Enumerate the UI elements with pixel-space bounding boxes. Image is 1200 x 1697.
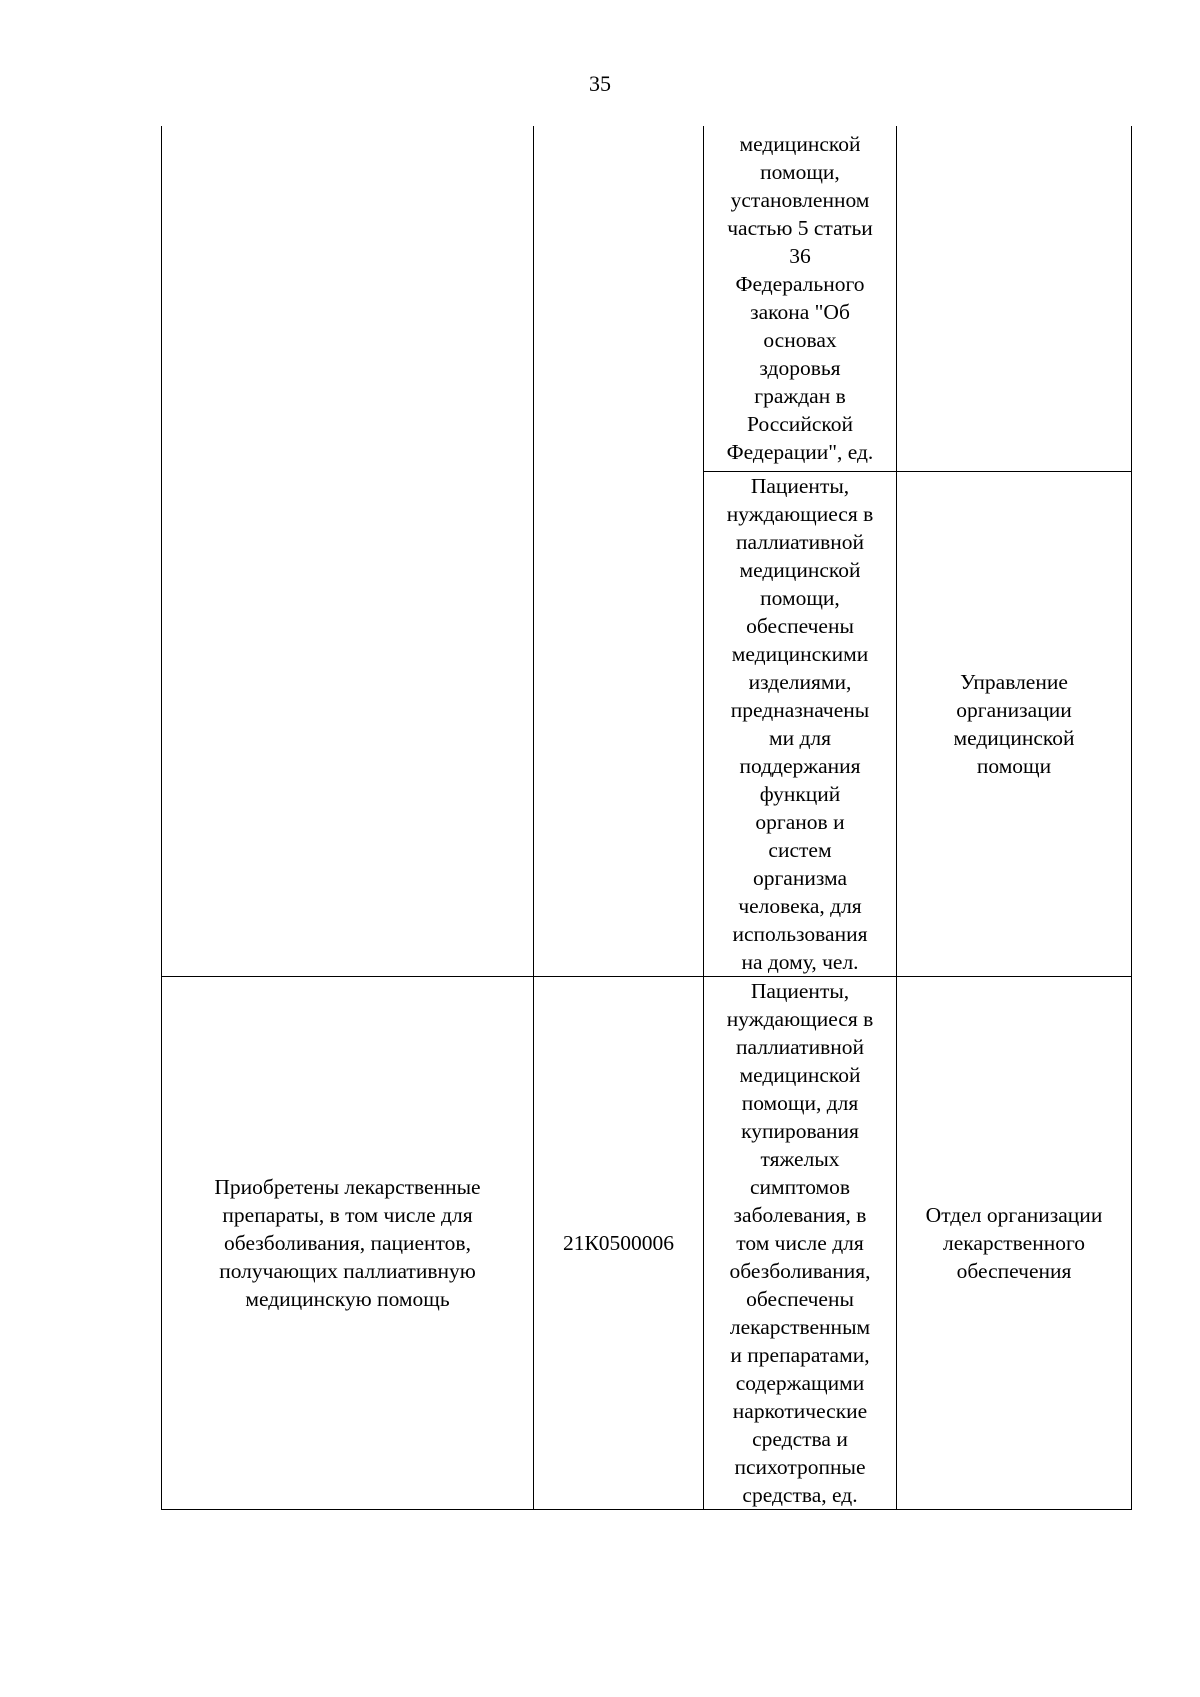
responsible-cell: Управление организации медицинской помощи [897,471,1132,976]
indicator-cell: Пациенты, нуждающиеся в паллиативной медицинской помощи, для купирования тяжелых симптомов заболевания, в том числе для обезболивания, обеспечены лекарственным и препаратами, содержащими наркотические средства и психотропные средства, ед. [704,976,897,1509]
responsible-cell: Отдел организации лекарственного обеспечения [897,976,1132,1509]
page-number: 35 [589,71,611,96]
table-row [162,126,1132,471]
code-cell: 21К0500006 [534,976,704,1509]
indicator-cell: Пациенты, нуждающиеся в паллиативной медицинской помощи, обеспечены медицинскими изделиями, предназначены ми для поддержания функций органов и систем организма человека, для использования на дому, чел. [704,471,897,976]
table-row [162,976,1132,1509]
code-cell [534,126,704,976]
result-cell [162,126,534,976]
document-table [161,126,1132,1510]
indicator-cell: медицинской помощи, установленном частью 5 статьи 36 Федерального закона "Об основах здоровья граждан в Российской Федерации", ед. [704,126,897,471]
result-cell: Приобретены лекарственные препараты, в том числе для обезболивания, пациентов, получающих паллиативную медицинскую помощь [162,976,534,1509]
responsible-cell [897,126,1132,471]
